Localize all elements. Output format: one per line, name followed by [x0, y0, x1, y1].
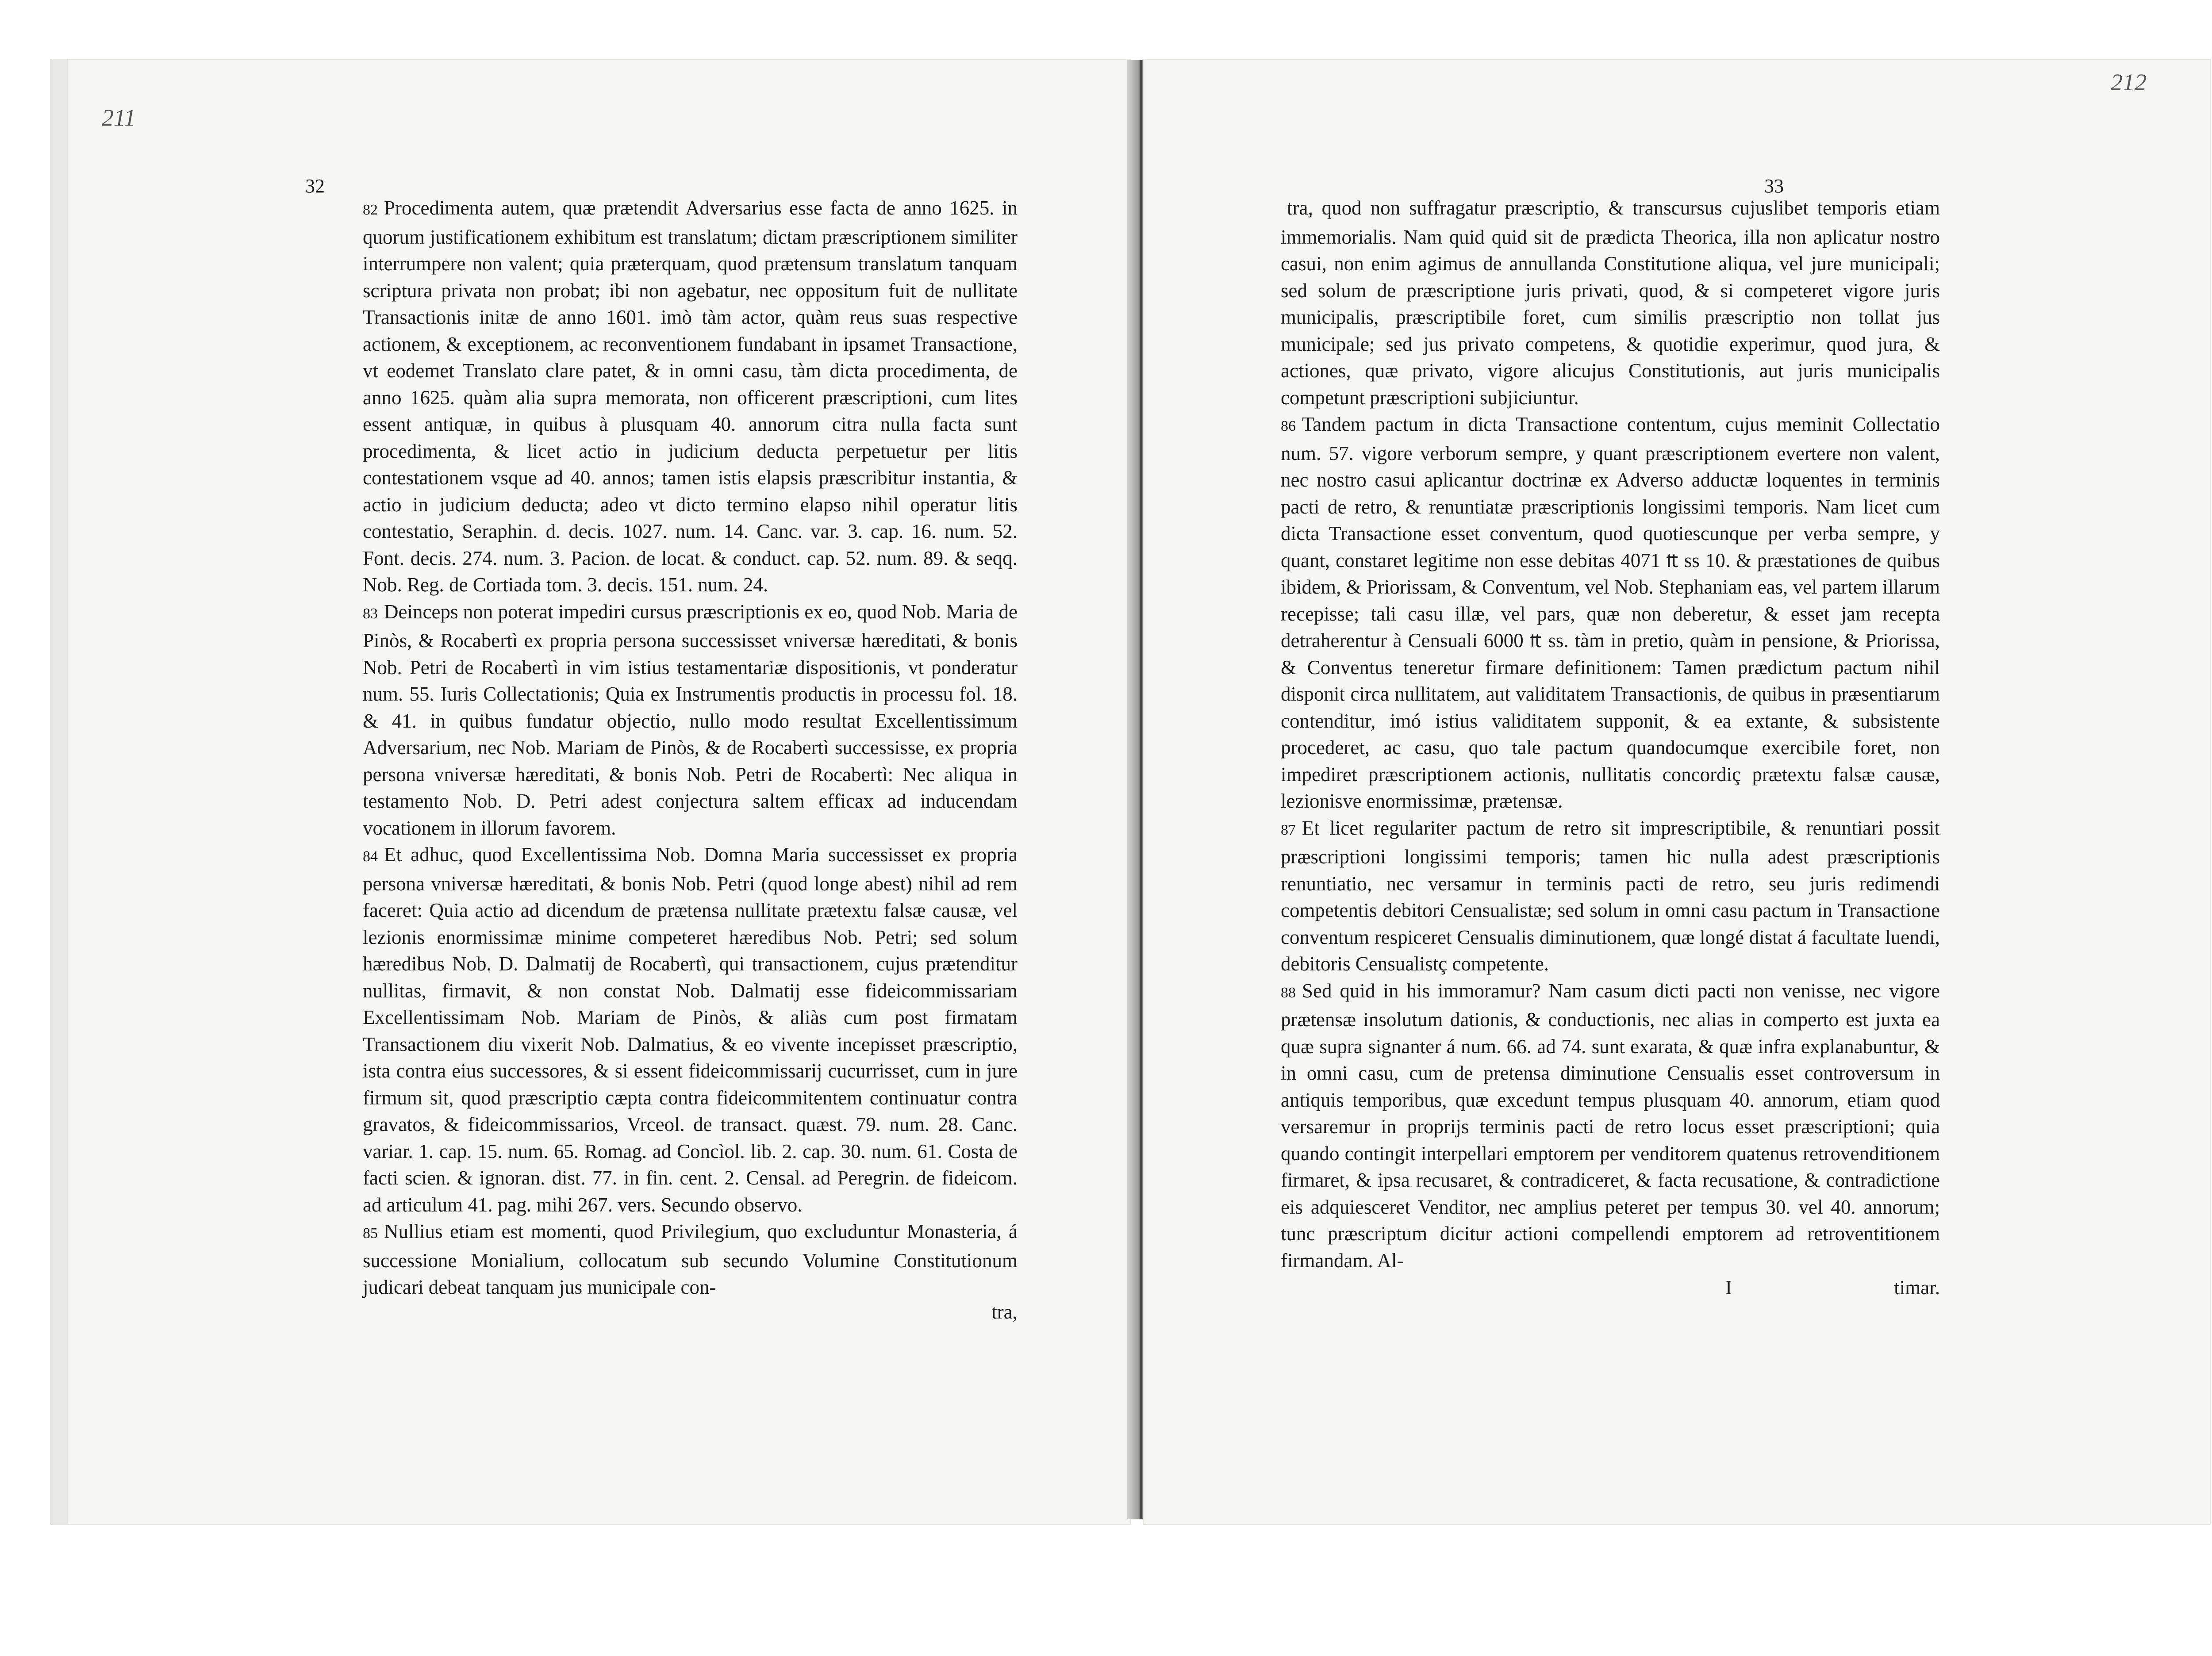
paragraph-text: tra, quod non suffragatur præscriptio, & transcursus cujuslibet temporis etiam immemorialis. Nam quid quid sit de prædicta Theorica, illa non aplicatur nostro casui, non enim agimus de annullanda Constitutione aliqua, vel jure municipali; sed solum de præscriptione juris privati, quod, & si competeret vigore juris municipalis, præscriptibile foret, cum similis præscriptio non tollat jus municipale; sed jus privato competens, & quotidie experimur, quod jura, & actiones, quæ privato, vigore alicujus Constitutionis, aut juris municipalis competunt præscriptioni subjiciuntur. — [1281, 197, 1940, 409]
paragraph — [1281, 978, 1940, 1274]
paragraph — [363, 841, 1018, 1218]
left-page-text — [363, 195, 1018, 1301]
folio-number-right: 212 — [2111, 69, 2147, 96]
paragraph-number: 86 — [1281, 418, 1296, 434]
paragraph-text: Procedimenta autem, quæ prætendit Adversarius esse facta de anno 1625. in quorum justificationem exhibitum est translatum; dictam præscriptionem similiter interrumpere non valent; quia præterquam, quod prætensum translatum tanquam scriptura privata non probat; ibi non agebatur, nec oppositum fuit de nullitate Transactionis initæ de anno 1601. imò tàm actor, quàm reus suas respective actionem, & exceptionem, ac reconventionem fundabant in ipsamet Transactione, vt eodemet Translato clare patet, & in omni casu, tàm dicta procedimenta, de anno 1625. quàm alia supra memorata, non officerent præscriptioni, cum lites essent antiquæ, in quibus à plusquam 40. annorum citra nulla facta sunt procedimenta, & licet actio in judicium deducta perpetuetur per litis contestationem vsque ad 40. annos; tamen istis elapsis præscribitur instantia, & actio in judicium deducta; adeo vt dicto termino elapso nihil operatur litis contestatio, Seraphin. d. decis. 1027. num. 14. Canc. var. 3. cap. 16. num. 52. Font. decis. 274. num. 3. Pacion. de locat. & conduct. cap. 52. num. 89. & seqq. Nob. Reg. de Cortiada tom. 3. decis. 151. num. 24. — [363, 197, 1018, 596]
paragraph — [363, 195, 1018, 598]
paragraph-text: Deinceps non poterat impediri cursus præscriptionis ex eo, quod Nob. Maria de Pinòs, & Rocabertì ex propria persona successisset vniversæ hæreditati, & bonis Nob. Petri de Rocabertì in vim istius testamentariæ dispositionis, vt ponderatur num. 55. Iuris Collectationis; Quia ex Instrumentis productis in processu fol. 18. & 41. in quibus fundatur objectio, nullo modo resultat Excellentissimum Adversarium, nec Nob. Mariam de Pinòs, & de Rocabertì successisse, ex propria persona vniversæ hæreditati, & bonis Nob. Petri de Rocabertì: Nec aliqua in testamento Nob. D. Petri adest conjectura saltem efficax ad inducendam vocationem in illorum favorem. — [363, 600, 1018, 839]
paragraph-text: Tandem pactum in dicta Transactione contentum, cujus meminit Collectatio num. 57. vigore verborum sempre, y quant præscriptionem evertere non valent, nec nostro casui aplicantur doctrinæ ex Adverso adductæ loquentes in terminis pacti de retro, & renuntiatæ præscriptionis longissimi temporis. Nam licet cum dicta Transactione esset conventum, quod quotiescunque per verba sempre, y quant, constaret legitime non esse debitas 4071 ₶ ss 10. & præstationes de quibus ibidem, & Priorissam, & Conventum, vel Nob. Stephaniam eas, vel partem illarum recepisse; tali casu illæ, vel pars, quæ non deberetur, & esset jam recepta detraherentur à Censuali 6000 ₶ ss. tàm in pretio, quàm in pensione, & Priorissa, & Conventus teneretur firmare definitionem: Tamen prædictum pactum nihil disponit circa nullitatem, aut validitatem Transactionis, de quibus in præsentiarum contenditur, imó istius validitatem supponit, & ea extante, & subsistente procederet, ac casu, quo tale pactum quandocumque exercibile foret, non impediret præscriptionem actionis, nullitatis concordiç prætextu falsæ causæ, lezionisve enormissimæ, prætensæ. — [1281, 413, 1940, 812]
page-number-left: 32 — [305, 175, 325, 197]
paragraph-text: Nullius etiam est momenti, quod Privilegium, quo excluduntur Monasteria, á successione Monialium, collocatum sub secundo Volumine Constitutionum judicari debeat tanquam jus municipale con- — [363, 1220, 1018, 1298]
paragraph-number: 84 — [363, 848, 378, 865]
paragraph — [1281, 195, 1940, 411]
paragraph-text: Et adhuc, quod Excellentissima Nob. Domna Maria successisset ex propria persona vniversæ hæreditati, & bonis Nob. Petri (quod longe abest) nihil ad rem faceret: Quia actio ad dicendum de prætensa nullitate prætextu falsæ causæ, vel lezionis enormissimæ minime competeret hæredibus Nob. Petri; sed solum hæredibus Nob. D. Dalmatij de Rocabertì, qui transactionem, cujus prætenditur nullitas, firmavit, & non constat Nob. Dalmatij esse fideicommissariam Excellentissimam Nob. Mariam de Pinòs, & aliàs cum post firmatam Transactionem diu vixerit Nob. Dalmatius, & eo vivente incepisset præscriptio, ista contra eius successores, & si essent fideicommissarij cucurrisset, cum in jure firmum sit, quod præscriptio cæpta contra fideicommitentem continuatur contra gravatos, & fideicommissarios, Vrceol. de transact. quæst. 79. num. 28. Canc. variar. 1. cap. 15. num. 65. Romag. ad Concìol. lib. 2. cap. 30. num. 61. Costa de facti scien. & ignoran. dist. 77. in fin. cent. 2. Censal. ad Peregrin. de fideicom. ad articulum 41. pag. mihi 267. vers. Secundo observo. — [363, 843, 1018, 1216]
catchword-left: tra, — [991, 1301, 1018, 1323]
signature-mark: I — [1725, 1276, 1732, 1299]
paragraph-number: 88 — [1281, 984, 1296, 1001]
paragraph-number: 87 — [1281, 821, 1296, 838]
paragraph — [1281, 411, 1940, 815]
paragraph-number: 83 — [363, 605, 378, 622]
paragraph — [363, 598, 1018, 842]
catchword-right: timar. — [1894, 1276, 1940, 1299]
paragraph-text: Sed quid in his immoramur? Nam casum dicti pacti non venisse, nec vigore prætensæ insolutum dationis, & conductionis, nec alias in comperto est juxta ea quæ supra signanter á num. 66. ad 74. sunt exarata, & quæ infra explanabuntur, & in omni casu, cum de pretensa diminutione Censualis esset controversum in antiquis temporibus, quæ excedunt tempus plusquam 40. annorum, etiam quod versaremur in proprijs terminis pacti de retro locus esset præscriptioni; quia quando contingit interpellari emptorem per venditorem quatenus retrovenditionem firmaret, & ipsa recusaret, & contradiceret, & facta recusatione, & contradictione eis adquiesceret Venditor, nec amplius peteret per tempus 30. vel 40. annorum; tunc præscriptum dicitur actioni compellendi emptorem ad retroventitionem firmandam. Al- — [1281, 979, 1940, 1272]
page-number-right: 33 — [1764, 175, 1784, 197]
paragraph-number: 85 — [363, 1225, 378, 1242]
folio-number-left: 211 — [102, 104, 136, 131]
right-page-text — [1281, 195, 1940, 1274]
paragraph — [363, 1218, 1018, 1301]
paragraph-number: 82 — [363, 202, 378, 218]
paragraph-text: Et licet regulariter pactum de retro sit imprescriptibile, & renuntiari possit præscriptioni longissimi temporis; tamen hic nulla adest præscriptionis renuntiatio, nec versamur in terminis pacti de retro, seu juris redimendi competentis debitori Censualistæ; sed solum in omni casu pactum in Transactione conventum respiceret Censualis diminutionem, quæ longé distat á facultate luendi, debitoris Censualistç competente. — [1281, 816, 1940, 975]
paragraph — [1281, 815, 1940, 978]
